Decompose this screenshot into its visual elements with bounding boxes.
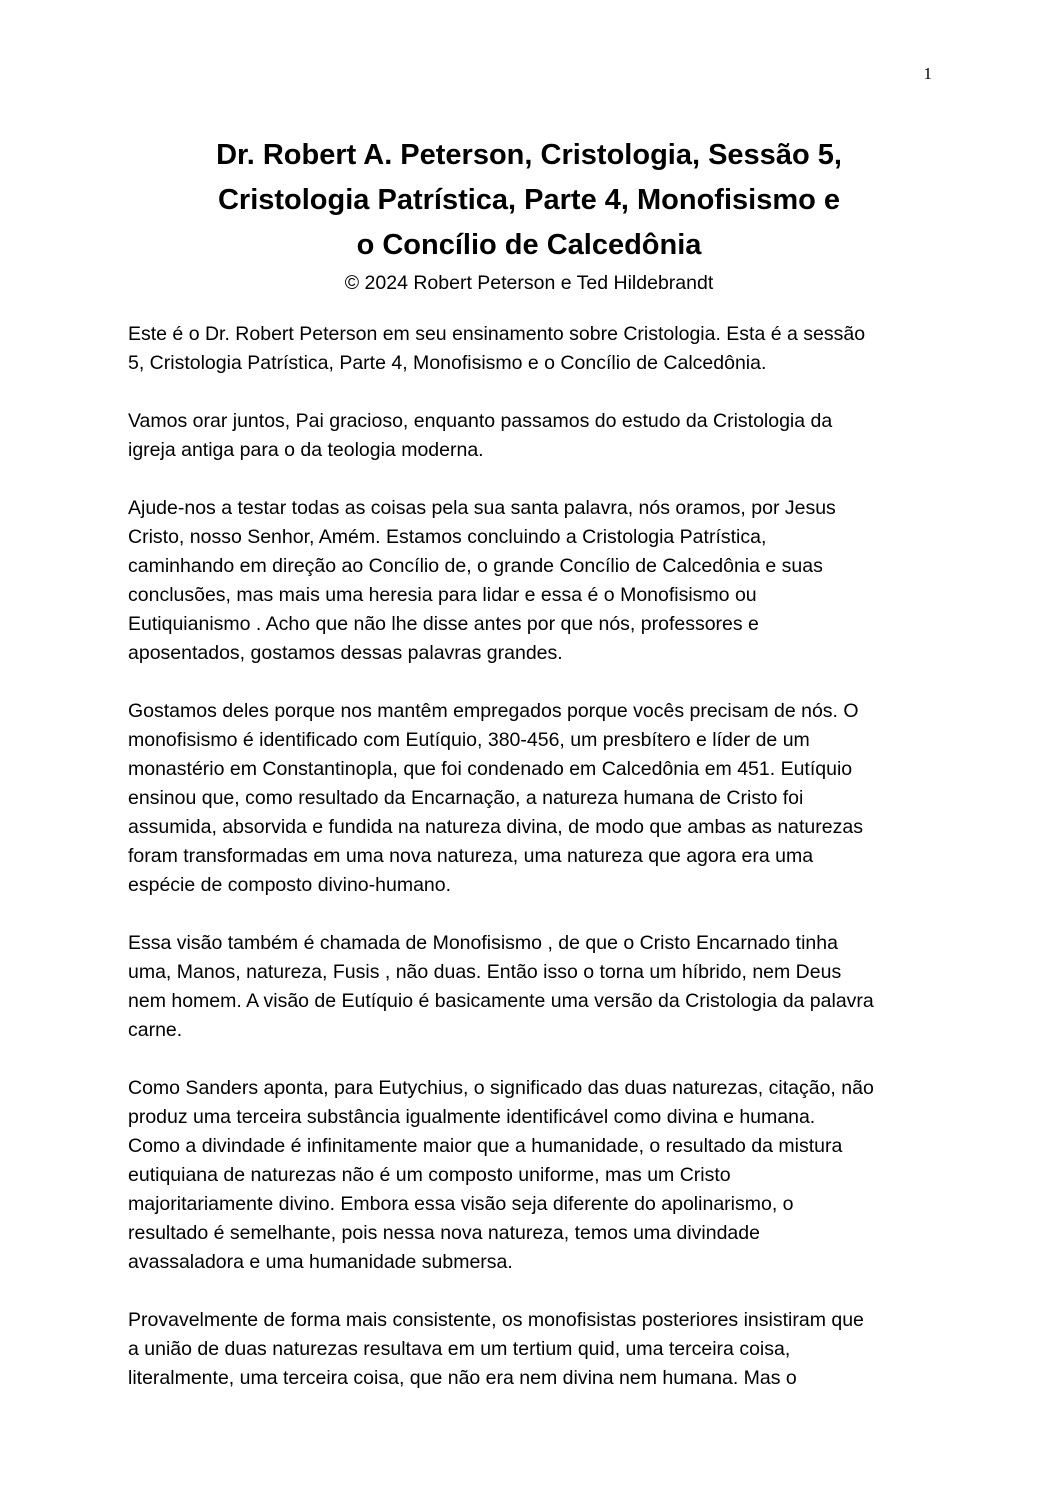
paragraph <box>128 697 934 900</box>
title-line: Cristologia Patrística, Parte 4, Monofisismo e <box>217 184 841 216</box>
text-line: resultado é semelhante, pois nessa nova natureza, temos uma divindade <box>128 1222 760 1244</box>
text-line: eutiquiana de naturezas não é um composto uniforme, mas um Cristo <box>128 1164 731 1186</box>
text-line: Eutiquianismo . Acho que não lhe disse antes por que nós, professores e <box>128 613 759 635</box>
text-line: espécie de composto divino-humano. <box>128 874 452 896</box>
copyright-notice: © 2024 Robert Peterson e Ted Hildebrandt <box>344 272 714 294</box>
text-line: caminhando em direção ao Concílio de, o grande Concílio de Calcedônia e suas <box>128 555 823 577</box>
page-number: 1 <box>923 64 932 83</box>
paragraph <box>128 320 934 378</box>
text-line: a união de duas naturezas resultava em um tertium quid, uma terceira coisa, <box>128 1338 791 1360</box>
text-line: ensinou que, como resultado da Encarnação, a natureza humana de Cristo foi <box>128 787 804 809</box>
text-line: foram transformadas em uma nova natureza, uma natureza que agora era uma <box>128 845 814 867</box>
text-line: majoritariamente divino. Embora essa visão seja diferente do apolinarismo, o <box>128 1193 794 1215</box>
text-line: Vamos orar juntos, Pai gracioso, enquanto passamos do estudo da Cristologia da <box>128 410 833 432</box>
text-line: uma, Manos, natureza, Fusis , não duas. Então isso o torna um híbrido, nem Deus <box>128 961 842 983</box>
text-line: Ajude-nos a testar todas as coisas pela sua santa palavra, nós oramos, por Jesus <box>128 497 836 519</box>
text-line: igreja antiga para o da teologia moderna. <box>128 439 484 461</box>
paragraph <box>128 929 934 1045</box>
title-line: o Concílio de Calcedônia <box>356 229 702 261</box>
text-line: Provavelmente de forma mais consistente, os monofisistas posteriores insistiram que <box>128 1309 864 1331</box>
document-header <box>128 133 930 297</box>
text-line: Essa visão também é chamada de Monofisismo , de que o Cristo Encarnado tinha <box>128 932 838 954</box>
text-line: conclusões, mas mais uma heresia para lidar e essa é o Monofisismo ou <box>128 584 757 606</box>
paragraph <box>128 1306 934 1393</box>
text-line: Gostamos deles porque nos mantêm empregados porque vocês precisam de nós. O <box>128 700 859 722</box>
text-line: avassaladora e uma humanidade submersa. <box>128 1251 513 1273</box>
text-line: Como a divindade é infinitamente maior que a humanidade, o resultado da mistura <box>128 1135 843 1157</box>
text-line: monastério em Constantinopla, que foi condenado em Calcedônia em 451. Eutíquio <box>128 758 853 780</box>
text-line: produz uma terceira substância igualmente identificável como divina e humana. <box>128 1106 816 1128</box>
text-line: 5, Cristologia Patrística, Parte 4, Monofisismo e o Concílio de Calcedônia. <box>128 352 767 374</box>
text-line: monofisismo é identificado com Eutíquio, 380-456, um presbítero e líder de um <box>128 729 810 751</box>
text-line: literalmente, uma terceira coisa, que não era nem divina nem humana. Mas o <box>128 1367 797 1389</box>
paragraph <box>128 1074 934 1277</box>
text-line: Este é o Dr. Robert Peterson em seu ensinamento sobre Cristologia. Esta é a sessão <box>128 323 866 345</box>
title-line: Dr. Robert A. Peterson, Cristologia, Sessão 5, <box>216 139 842 171</box>
text-line: carne. <box>128 1019 183 1041</box>
text-line: Como Sanders aponta, para Eutychius, o significado das duas naturezas, citação, não <box>128 1077 874 1099</box>
document-body <box>128 320 934 1422</box>
text-line: assumida, absorvida e fundida na natureza divina, de modo que ambas as naturezas <box>128 816 863 838</box>
paragraph <box>128 494 934 668</box>
text-line: Cristo, nosso Senhor, Amém. Estamos concluindo a Cristologia Patrística, <box>128 526 767 548</box>
text-line: nem homem. A visão de Eutíquio é basicamente uma versão da Cristologia da palavra <box>128 990 874 1012</box>
text-line: aposentados, gostamos dessas palavras grandes. <box>128 642 563 664</box>
paragraph <box>128 407 934 465</box>
